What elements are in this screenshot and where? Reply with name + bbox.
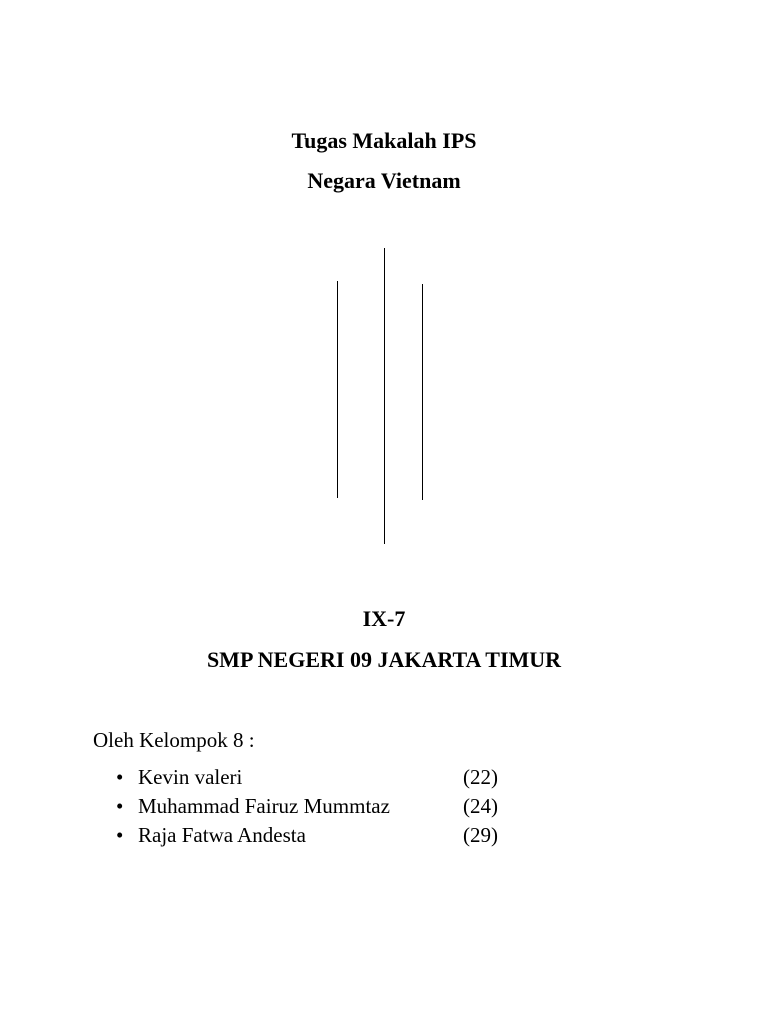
member-number: (29) [463, 823, 498, 847]
class-name: IX-7 [362, 606, 406, 631]
list-item [0, 794, 768, 823]
group-label: Oleh Kelompok 8 : [93, 728, 255, 752]
member-number: (24) [463, 794, 498, 818]
member-list [0, 765, 768, 852]
member-number: (22) [463, 765, 498, 789]
document-subtitle: Negara Vietnam [307, 168, 461, 193]
bullet-icon: • [116, 823, 124, 847]
document-title: Tugas Makalah IPS [291, 128, 477, 153]
member-name: Kevin valeri [138, 765, 243, 789]
school-name: SMP NEGERI 09 JAKARTA TIMUR [206, 647, 562, 672]
bullet-icon: • [116, 765, 124, 789]
member-name: Raja Fatwa Andesta [138, 823, 306, 847]
list-item [0, 823, 768, 852]
decorative-line-left [337, 281, 338, 498]
decorative-line-right [422, 284, 423, 500]
decorative-line-center [384, 248, 385, 544]
member-name: Muhammad Fairuz Mummtaz [138, 794, 390, 818]
bullet-icon: • [116, 794, 124, 818]
list-item [0, 765, 768, 794]
